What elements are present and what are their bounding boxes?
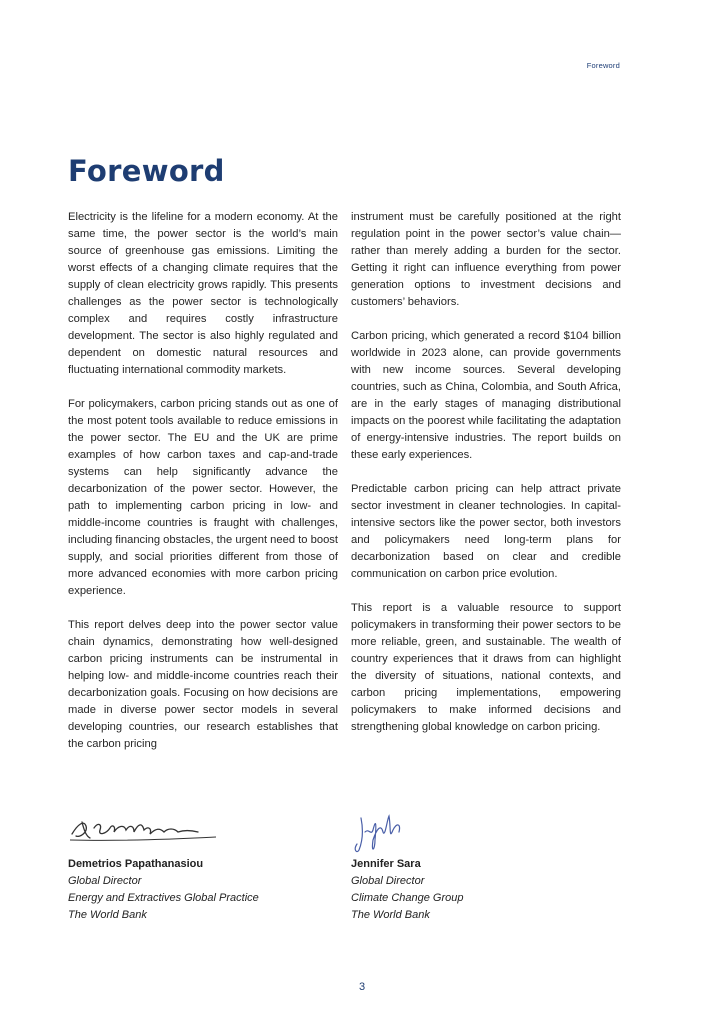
signatory-papathanasiou xyxy=(68,810,338,924)
signatory-sara xyxy=(351,810,621,924)
paragraph: This report delves deep into the power sector value chain dynamics, demonstrating how well-designed carbon pricing instruments can be instrumental in helping low- and middle-income countries reach their decarbonization goals. Focusing on how decisions are made in diverse power sector models in several developing countries, our research establishes that the carbon pricing xyxy=(68,619,338,750)
signatory-org: The World Bank xyxy=(351,909,430,921)
page-number: 3 xyxy=(358,981,366,993)
body-columns xyxy=(68,209,621,770)
running-header: Foreword xyxy=(586,61,620,70)
paragraph: For policymakers, carbon pricing stands out as one of the most potent tools available to reduce emissions in the power sector. The EU and the UK are prime examples of how carbon taxes and cap-and-trade systems can help significantly advance the decarbonization of the power sector. However, the path to implementing carbon pricing in low- and middle-income countries is fraught with challenges, including financing obstacles, the urgent need to boost supply, and social priorities different from those of more advanced economies with more carbon pricing experience. xyxy=(68,398,338,597)
signatory-unit: Climate Change Group xyxy=(351,892,464,904)
signatory-title: Global Director xyxy=(68,875,142,887)
signatory-name: Jennifer Sara xyxy=(351,858,421,870)
handwritten-signature-papathanasiou xyxy=(68,810,338,856)
signatory-org: The World Bank xyxy=(68,909,147,921)
signatory-name: Demetrios Papathanasiou xyxy=(68,858,204,870)
signature-scribble-icon xyxy=(68,810,218,850)
left-column xyxy=(68,209,338,770)
paragraph: Predictable carbon pricing can help attract private sector investment in cleaner technologies. In capital-intensive sectors like the power sector, both investors and policymakers need long-term plans for decarbonization based on clear and credible communication on carbon price evolution. xyxy=(351,483,621,580)
paragraph: instrument must be carefully positioned at the right regulation point in the power sector’s value chain—rather than merely adding a burden for the sector. Getting it right can influence everything from power generation options to investment decisions and customers’ behaviors. xyxy=(351,211,621,308)
signatory-title: Global Director xyxy=(351,875,425,887)
paragraph: Electricity is the lifeline for a modern economy. At the same time, the power sector is the world’s main source of greenhouse gas emissions. Limiting the worst effects of a changing climate requires that the supply of clean electricity grows rapidly. This presents challenges as the power sector is technologically complex and requires costly infrastructure development. The sector is also highly regulated and dependent on domestic natural resources and fluctuating international commodity markets. xyxy=(68,211,338,376)
signatory-unit: Energy and Extractives Global Practice xyxy=(68,892,259,904)
right-column xyxy=(351,209,621,770)
signature-scribble-icon xyxy=(351,810,431,856)
paragraph: Carbon pricing, which generated a record $104 billion worldwide in 2023 alone, can provide governments with new income sources. Several developing countries, such as China, Colombia, and South Africa, are in the early stages of managing distributional impacts on the poorest while facilitating the adaptation of energy-intensive industries. The report builds on these early experiences. xyxy=(351,330,621,461)
signature-block xyxy=(68,810,621,924)
page-title: Foreword xyxy=(68,154,225,188)
handwritten-signature-sara xyxy=(351,810,621,856)
paragraph: This report is a valuable resource to support policymakers in transforming their power sectors to be more reliable, green, and sustainable. The wealth of country experiences that it draws from can highlight the diversity of situations, national contexts, and carbon pricing implementations, empowering policymakers to make informed decisions and strengthening global knowledge on carbon pricing. xyxy=(351,602,621,733)
